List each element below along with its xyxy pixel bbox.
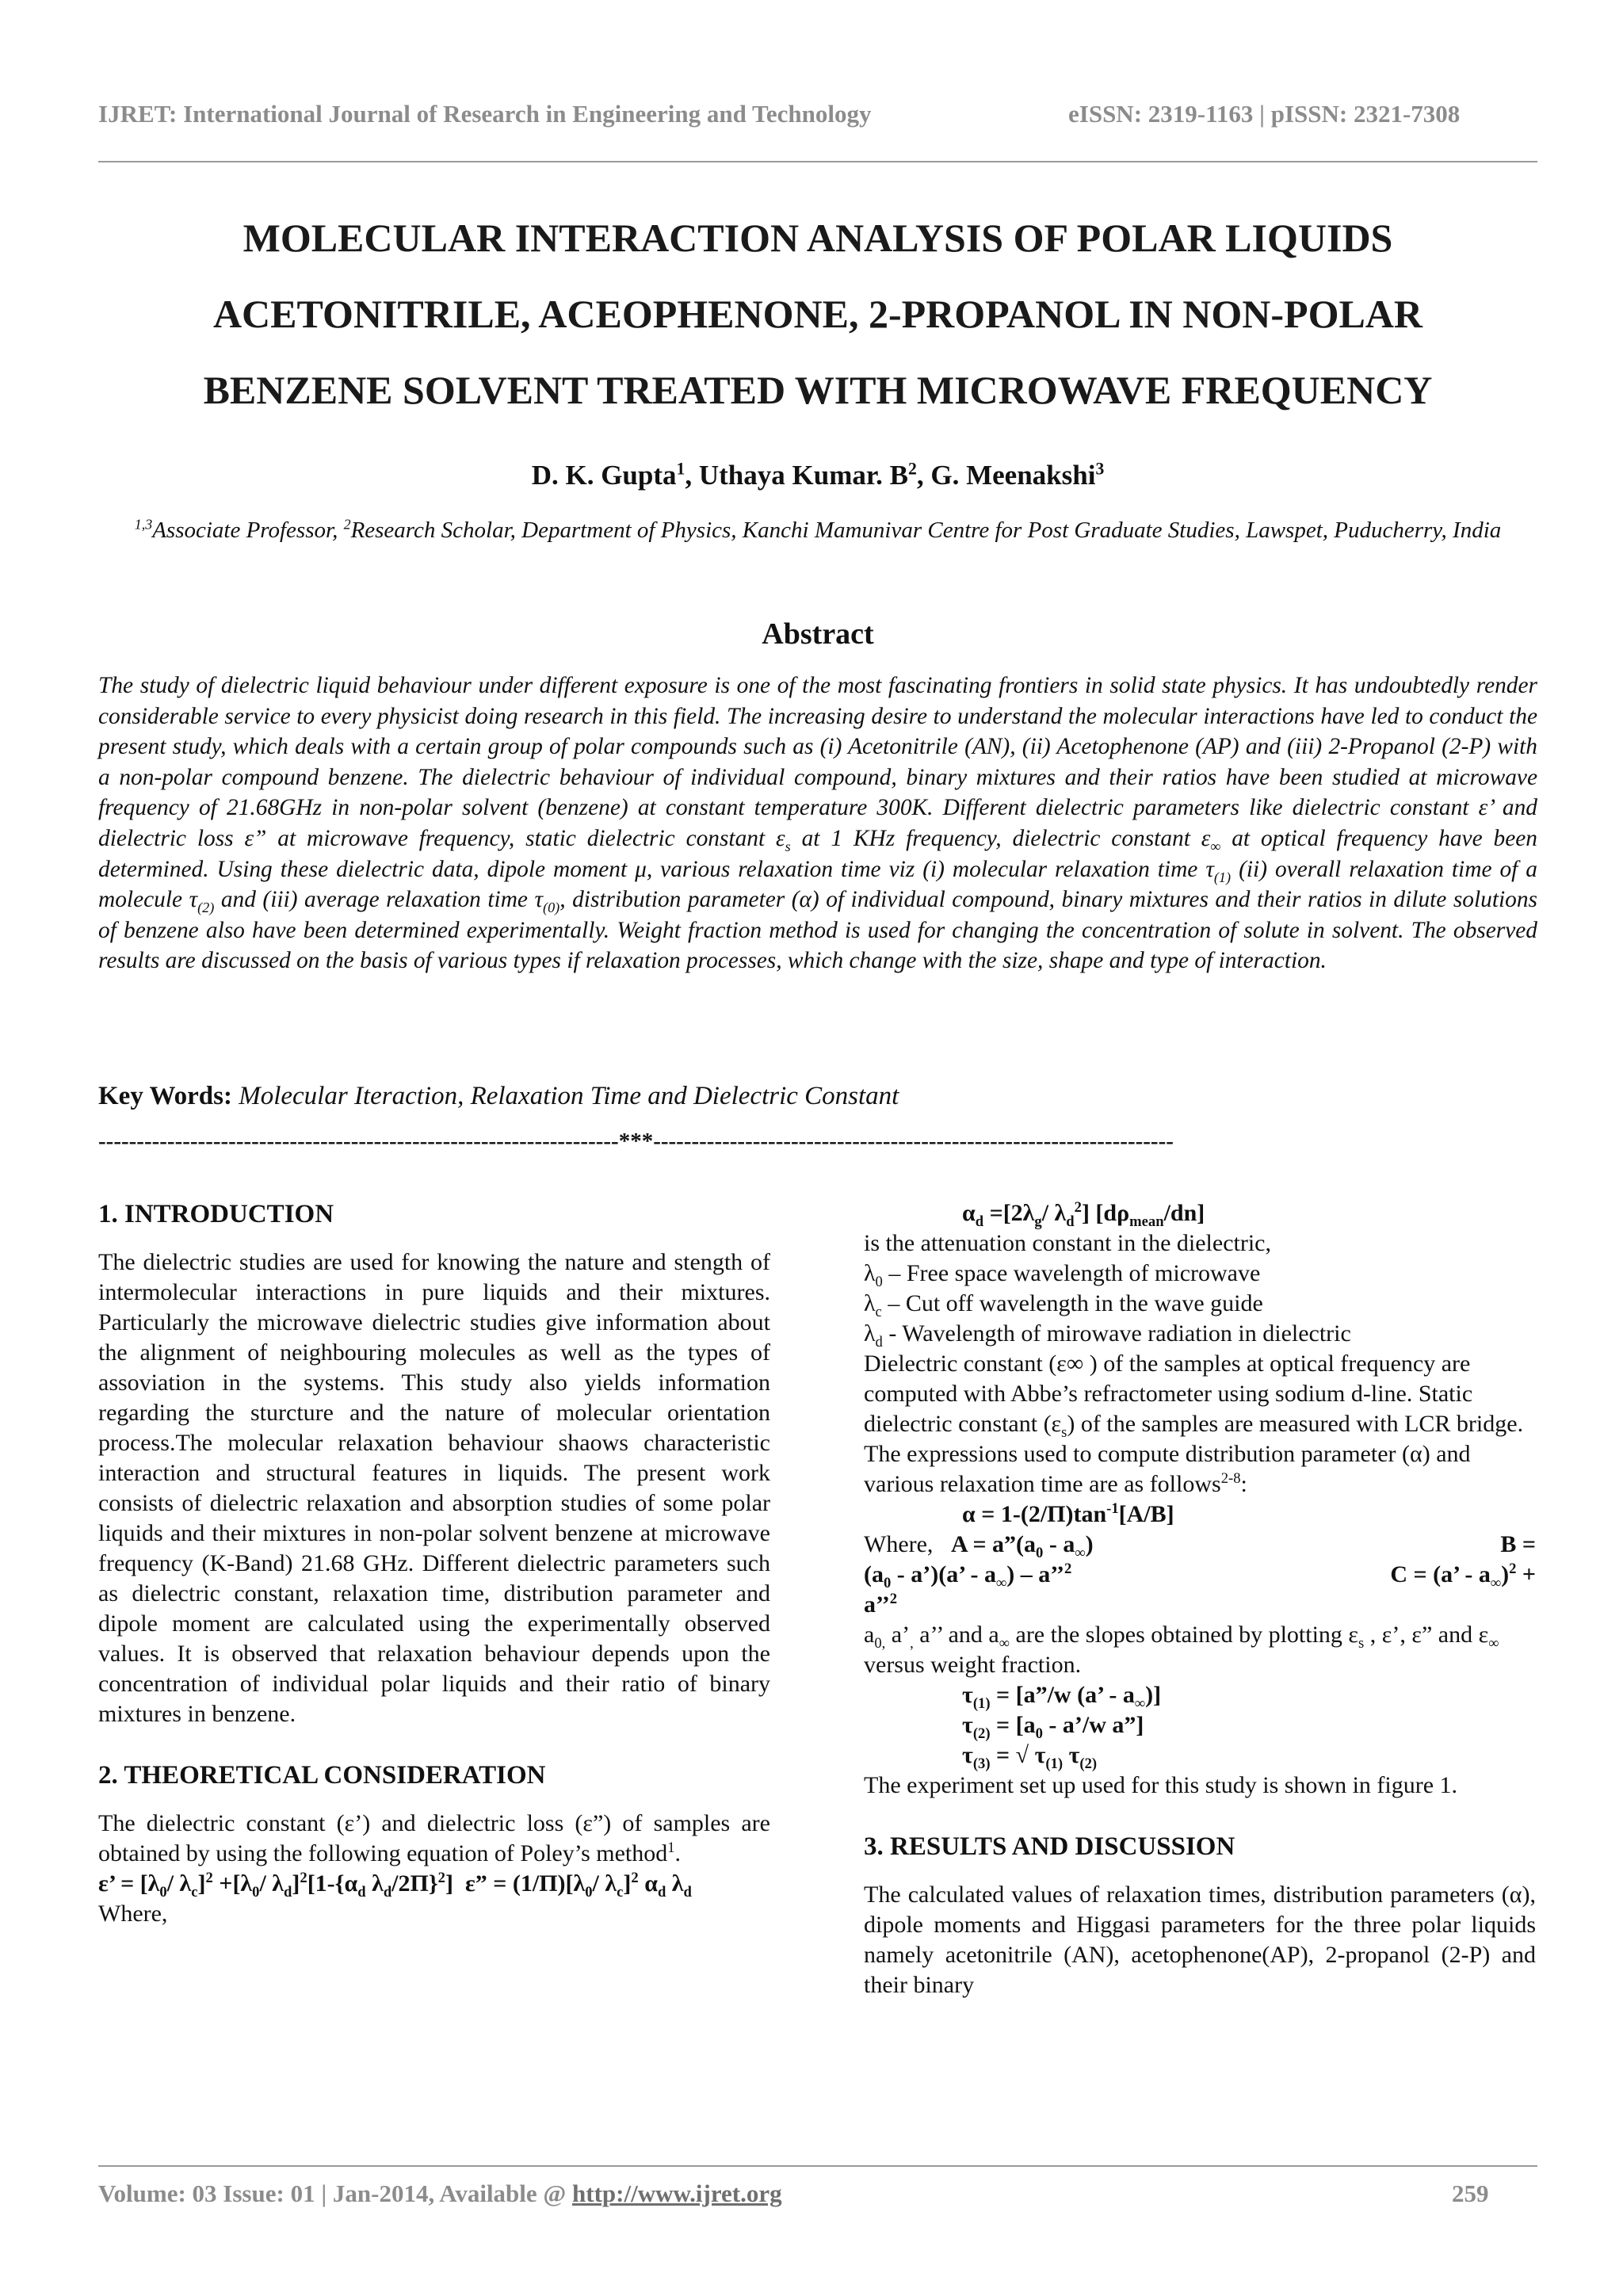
journal-header: IJRET: International Journal of Research in Engineering and Technology — [98, 100, 872, 128]
theory-text: The dielectric constant (ε’) and dielectric loss (ε”) of samples are obtained by using the following equation of Poley’s method$^1$. — [98, 1810, 770, 1866]
header-rule — [98, 161, 1537, 162]
keywords-label: Key Words: — [98, 1082, 232, 1110]
author-1: D. K. Gupta — [531, 460, 677, 491]
journal-link[interactable]: http://www.ijret.org — [572, 2179, 782, 2207]
paper-title — [98, 200, 1537, 428]
abc-definitions-2: ($a_0$ - a’)(a’ - $a_\infty$) – a’’$^2$ C = (a’ - $a_\infty)^2$ + — [864, 1561, 1536, 1591]
right-column — [864, 1198, 1536, 2000]
issn-header: eISSN: 2319-1163 | pISSN: 2321-7308 — [1068, 100, 1461, 128]
abstract-heading: Abstract — [762, 617, 874, 651]
title-line-3: BENZENE SOLVENT TREATED WITH MICROWAVE FREQUENCY — [203, 368, 1433, 412]
alpha-equation: $\alpha = 1-(2/\Pi)\tan^{-1}[A/B]$ — [962, 1500, 1174, 1527]
theory-heading: 2. THEORETICAL CONSIDERATION — [98, 1761, 546, 1790]
title-line-2: ACETONITRILE, ACEOPHENONE, 2-PROPANOL IN NON-POLAR — [212, 292, 1423, 336]
left-column — [98, 1198, 770, 1929]
title-line-1: MOLECULAR INTERACTION ANALYSIS OF POLAR LIQUIDS — [242, 216, 1393, 260]
slopes-text: $a_{0,}$ $a’_,$ a’’ and $a_\infty$ are the slopes obtained by plotting $\varepsilon_s$ , ε’, ε” and $\varepsilon_\infty$ versus weight fraction. — [864, 1622, 1499, 1678]
page-number: 259 — [1452, 2179, 1489, 2207]
keywords-text: Molecular Iteraction, Relaxation Time and Dielectric Constant — [239, 1082, 899, 1110]
lambdac-def: $\lambda_c$ – Cut off wavelength in the wave guide — [864, 1290, 1263, 1320]
attenuation-desc: is the attenuation constant in the dielectric, — [864, 1230, 1271, 1256]
attenuation-equation: $\alpha_d =[2\lambda_g/$ $\lambda_d^2$] $[d\rho_{mean}/dn]$ — [962, 1199, 1205, 1230]
footer-rule — [98, 2165, 1537, 2167]
results-heading: 3. RESULTS AND DISCUSSION — [864, 1832, 1235, 1861]
intro-text: The dielectric studies are used for knowing the nature and stength of intermolecular interactions in pure liquids and their mixtures. Particularly the microwave dielectric studies give information about the alignment of neighbouring molecules as well as the types of assoviation in the systems. This study also yields information regarding the sturcture and the nature of molecular orientation process.The molecular relaxation behaviour shaows characteristic interaction and structural features in liquids. The present work consists of dielectric relaxation and absorption studies of some polar liquids and their mixtures in non-polar solvent benzene at microwave frequency (K-Band) 21.68 GHz. Different dielectric parameters such as dielectric constant, relaxation time, distribution parameter and dipole moment are calculated using the experimentally observed values. It is observed that relaxation behaviour depends upon the concentration of individual polar liquids and their ratio of binary mixtures in benzene. — [98, 1249, 770, 1727]
abstract-text: The study of dielectric liquid behaviour under different exposure is one of the most fascinating frontiers in solid state physics. It has undoubtedly render considerable service to every physicist doing research in this field. The increasing desire to understand the molecular interactions have led to conduct the present study, which deals with a certain group of polar compounds such as (i) Acetonitrile (AN), (ii) Acetophenone (AP) and (iii) 2-Propanol (2-P) with a non-polar compound benzene. The dielectric behaviour of individual compound, binary mixtures and their ratios have been studied at microwave frequency of 21.68GHz in non-polar solvent (benzene) at constant temperature 300K. Different dielectric parameters like dielectric constant ε’ and dielectric loss ε” at microwave frequency, static dielectric constant $\varepsilon_s$ at 1 KHz frequency, dielectric constant $\varepsilon_\infty$ at optical frequency have been determined. Using these dielectric data, dipole moment μ, various relaxation time viz (i) molecular relaxation time $\tau_{(1)}$ (ii) overall relaxation time of a molecule $\tau_{(2)}$ and (iii) average relaxation time $\tau_{(0)}$, distribution parameter (α) of individual compound, binary mixtures and their ratios in dilute solutions of benzene also have been determined experimentally. Weight fraction method is used for changing the concentration of solute in solvent. The observed results are discussed on the basis of various types if relaxation processes, which change with the size, shape and type of interaction. — [98, 673, 1537, 974]
lambda0-def: $\lambda_0$ – Free space wavelength of microwave — [864, 1260, 1261, 1290]
poley-equation: ε’ = [$\lambda_0/$ $\lambda_c]^2 +[\lambda_0/$ $\lambda_d]^2[1-\{\alpha_d$ $\lambda_d/2\Pi\}^2$] ε” = $(1/\Pi)[\lambda_0/$ $\lambda_c]^2$ $\alpha_d$ $\lambda_d$ — [98, 1870, 692, 1901]
author-3: G. Meenakshi — [930, 460, 1096, 491]
author-list: D. K. Gupta$^1$, Uthaya Kumar. $B^2$, G. Meenakshi$^3$ — [531, 459, 1105, 491]
lambdad-def: $\lambda_d$ - Wavelength of mirowave radiation in dielectric — [864, 1320, 1351, 1350]
setup-text: The experiment set up used for this study is shown in figure 1. — [864, 1772, 1458, 1798]
footer-volume: Volume: 03 Issue: 01 | Jan-2014, Available @ http://www.ijret.org — [98, 2179, 782, 2207]
tau3-equation: $\tau_{(3)}$ = √ $\tau_{(1)}$ $\tau_{(2)}$ — [962, 1742, 1098, 1772]
optical-paragraph: Dielectric constant (ε∞ ) of the samples at optical frequency are computed with Abbe’s refractometer using sodium d-line. Static dielectric constant $(\varepsilon_s)$ of the samples are measured with LCR bridge. The expressions used to compute distribution parameter (α) and various relaxation time are as follows$^{2-8}$: — [864, 1350, 1524, 1497]
keywords — [98, 1082, 1537, 1111]
results-text: The calculated values of relaxation times, distribution parameters (α), dipole moments and Higgasi parameters for the three polar liquids namely acetonitrile (AN), acetophenone(AP), 2-propanol (2-P) and their binary — [864, 1881, 1536, 1998]
intro-heading: 1. INTRODUCTION — [98, 1200, 334, 1228]
abc-definitions-3: a’’$^2$ — [864, 1591, 898, 1618]
where-label: Where, — [98, 1901, 168, 1927]
tau1-equation: $\tau_{(1)}$ = [a”/w (a’ - $a_\infty$)] — [962, 1682, 1162, 1712]
abc-definitions-1: Where, $A = a”(a_0 - a_\infty)$ B = — [864, 1531, 1536, 1561]
affiliation: $^{1,3}$Associate Professor, $^2$Research Scholar, Department of Physics, Kanchi Mamunivar Centre for Post Graduate Studies, Lawspet, Puducherry, India — [134, 516, 1502, 543]
section-separator: --------------------------------------------------------------------***-------------------------------------------------------------------- — [98, 1129, 1174, 1154]
author-2: Uthaya Kumar. B — [698, 460, 909, 491]
tau2-equation: $\tau_{(2)} = [a_0$ - a’/w a”] — [962, 1712, 1144, 1742]
